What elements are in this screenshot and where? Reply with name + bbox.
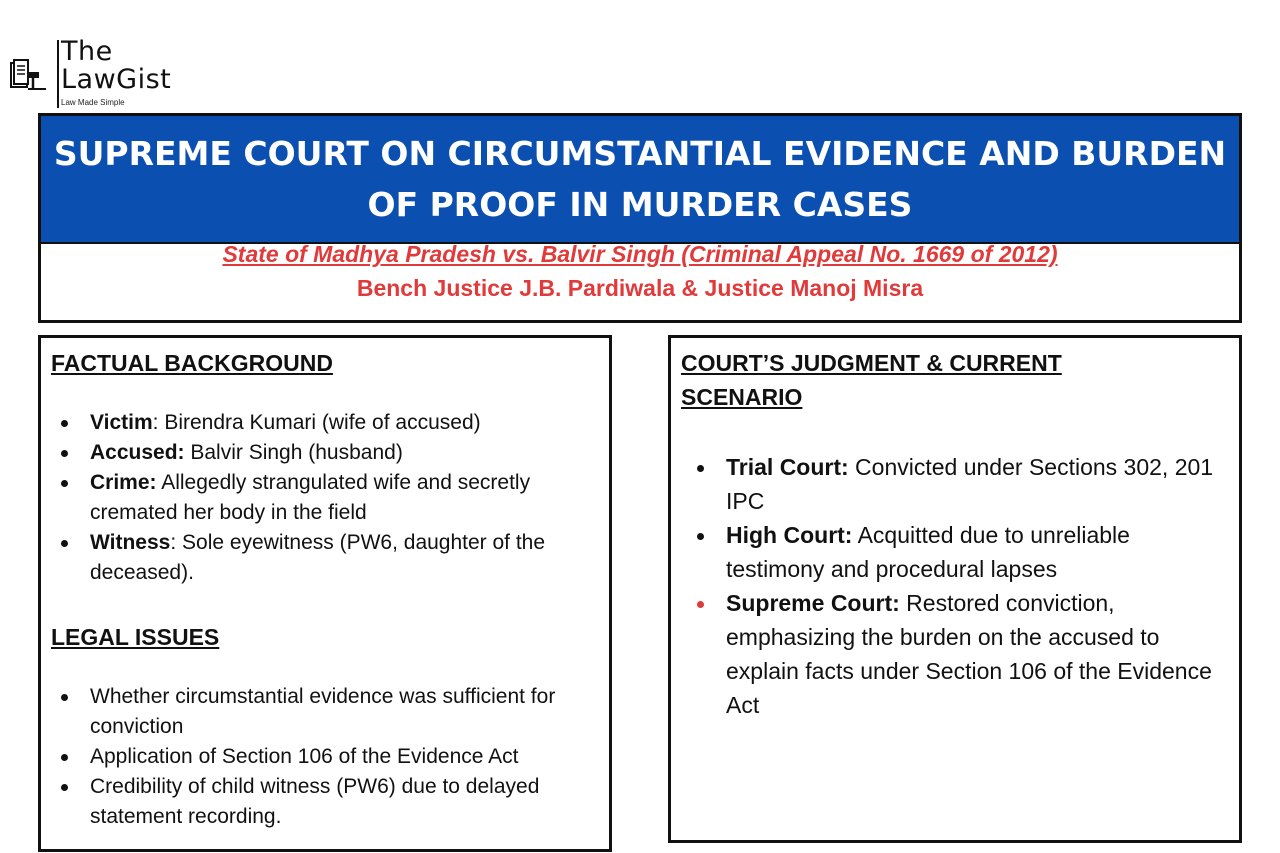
logo-text-line1: The	[61, 36, 113, 67]
legal-issues-section	[51, 620, 219, 654]
judgment-section	[681, 346, 1141, 414]
logo-divider	[57, 40, 59, 108]
item-text: : Sole eyewitness (PW6, daughter of the deceased).	[90, 531, 546, 584]
logo-text-line2: LawGist	[61, 64, 172, 95]
bullet-icon	[61, 540, 68, 547]
list-item	[51, 408, 591, 438]
list-item	[51, 528, 591, 588]
item-text: Allegedly strangulated wife and secretly cremated her body in the field	[90, 471, 531, 524]
bullet-icon	[697, 533, 704, 540]
item-label: Accused:	[90, 441, 185, 464]
case-citation: State of Madhya Pradesh vs. Balvir Singh (Criminal Appeal No. 1669 of 2012)	[222, 241, 1058, 267]
bullet-icon	[61, 480, 68, 487]
book-gavel-icon	[8, 56, 48, 92]
item-label: Witness	[90, 531, 171, 554]
judgment-list	[683, 450, 1223, 722]
list-item	[683, 450, 1223, 518]
bullet-icon	[697, 601, 704, 608]
item-label: Trial Court:	[726, 454, 849, 480]
bullet-icon	[61, 694, 68, 701]
factual-background-heading: FACTUAL BACKGROUND	[51, 350, 333, 376]
legal-issues-heading: LEGAL ISSUES	[51, 624, 220, 650]
bullet-icon	[697, 465, 704, 472]
page-title: SUPREME COURT ON CIRCUMSTANTIAL EVIDENCE AND BURDEN OF PROOF IN MURDER CASES	[53, 134, 1227, 224]
left-panel	[38, 335, 612, 852]
list-item	[683, 518, 1223, 586]
item-label: High Court:	[726, 522, 853, 548]
factual-background-section	[51, 346, 333, 380]
list-item	[51, 468, 591, 528]
bench-line: Bench Justice J.B. Pardiwala & Justice Manoj Misra	[356, 275, 924, 301]
item-text: Convicted under Sections 302, 201 IPC	[726, 454, 1214, 514]
item-label: Supreme Court:	[726, 590, 900, 616]
logo	[8, 38, 208, 110]
logo-tagline: Law Made Simple	[61, 98, 125, 107]
item-text: Application of Section 106 of the Evidence Act	[90, 745, 519, 768]
list-item	[51, 438, 591, 468]
item-text: Whether circumstantial evidence was sufficient for conviction	[90, 685, 556, 738]
judgment-heading: COURT’S JUDGMENT & CURRENT SCENARIO	[681, 350, 1062, 410]
bullet-icon	[61, 420, 68, 427]
list-item	[51, 772, 596, 832]
item-text: : Birendra Kumari (wife of accused)	[152, 411, 481, 434]
bullet-icon	[61, 450, 68, 457]
item-text: Credibility of child witness (PW6) due to delayed statement recording.	[90, 775, 540, 828]
right-panel	[668, 335, 1242, 843]
list-item	[51, 742, 596, 772]
item-text: Acquitted due to unreliable testimony and procedural lapses	[726, 522, 1130, 582]
header-box	[38, 113, 1242, 323]
bullet-icon	[61, 784, 68, 791]
legal-issues-list	[51, 682, 596, 832]
item-label: Crime:	[90, 471, 157, 494]
bullet-icon	[61, 754, 68, 761]
list-item	[683, 586, 1223, 722]
list-item	[51, 682, 596, 742]
item-text: Restored conviction, emphasizing the burden on the accused to explain facts under Section 106 of the Evidence Act	[726, 590, 1212, 718]
title-banner	[41, 116, 1239, 244]
item-text: Balvir Singh (husband)	[184, 441, 403, 464]
item-label: Victim	[90, 411, 153, 434]
factual-background-list	[51, 408, 591, 588]
